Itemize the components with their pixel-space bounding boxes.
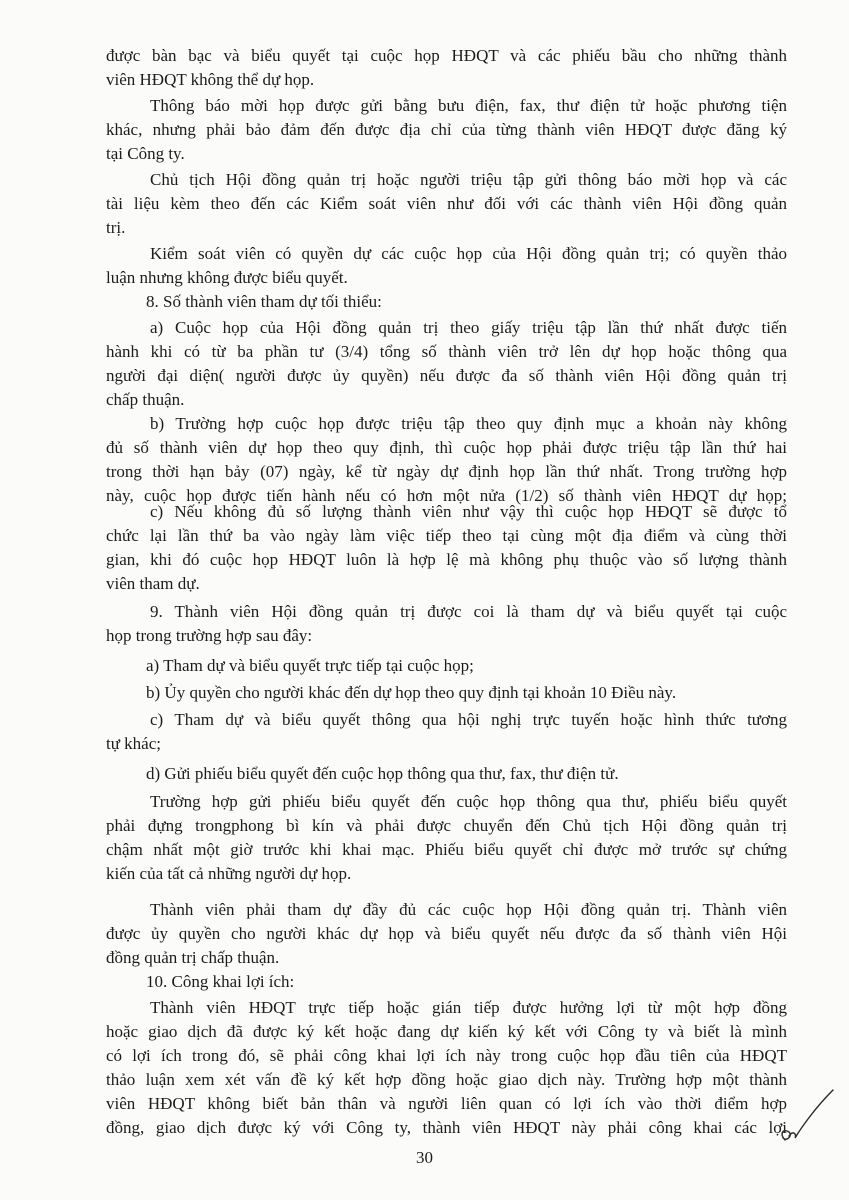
text-line: a) Tham dự và biểu quyết trực tiếp tại cuộc họp; — [146, 656, 474, 675]
text-line: kiến của tất cả những người dự họp. — [106, 864, 352, 883]
page-number: 30 — [416, 1148, 433, 1167]
text-line: Trường hợp gửi phiếu biểu quyết đến cuộc họp thông qua thư, phiếu biểu quyết — [150, 792, 787, 811]
text-line: luận nhưng không được biểu quyết. — [106, 268, 348, 287]
text-line: c) Nếu không đủ số lượng thành viên như vậy thì cuộc họp HĐQT sẽ được tổ — [150, 502, 787, 521]
text-line: tại Công ty. — [106, 144, 185, 163]
paragraph — [106, 708, 787, 756]
paragraph — [106, 242, 787, 290]
text-line: d) Gửi phiếu biểu quyết đến cuộc họp thông qua thư, fax, thư điện tử. — [146, 764, 619, 783]
text-line: chấp thuận. — [106, 390, 185, 409]
initials-signature-mark — [775, 1088, 837, 1148]
text-line: gian, khi đó cuộc họp HĐQT luôn là hợp lệ mà không phụ thuộc vào số lượng thành — [106, 550, 787, 569]
text-line: chức lại lần thứ ba vào ngày làm việc tiếp theo tại cùng một địa điểm và cùng thời — [106, 526, 787, 545]
text-line: Thông báo mời họp được gửi bằng bưu điện, fax, thư điện tử hoặc phương tiện — [150, 96, 787, 115]
text-line: họp trong trường hợp sau đây: — [106, 626, 313, 645]
text-line: chậm nhất một giờ trước khi khai mạc. Phiếu biểu quyết chỉ được mở trước sự chứng — [106, 840, 787, 859]
text-line: 8. Số thành viên tham dự tối thiểu: — [146, 292, 382, 311]
text-line: viên HĐQT không thể dự họp. — [106, 70, 315, 89]
text-line: được ủy quyền cho người khác dự họp và biểu quyết nếu được đa số thành viên Hội — [106, 924, 787, 943]
paragraph — [106, 94, 787, 166]
text-line: tài liệu kèm theo đến các Kiểm soát viên như đối với các thành viên Hội đồng quản — [106, 194, 787, 213]
paragraph — [106, 790, 787, 886]
text-line: được bàn bạc và biểu quyết tại cuộc họp HĐQT và các phiếu bầu cho những thành — [106, 46, 787, 65]
text-line: hành khi có từ ba phần tư (3/4) tổng số thành viên trở lên dự họp hoặc thông qua — [106, 342, 787, 361]
paragraph — [106, 681, 787, 705]
text-line: đủ số thành viên dự họp theo quy định, thì cuộc họp phải được triệu tập lần thứ hai — [106, 438, 787, 457]
paragraph — [106, 762, 787, 786]
text-line: đồng, giao dịch được ký với Công ty, thành viên HĐQT này phải công khai các lợi — [106, 1118, 787, 1137]
text-line: trị. — [106, 218, 126, 237]
paragraph — [106, 996, 787, 1140]
text-line: trong thời hạn bảy (07) ngày, kể từ ngày dự định họp lần thứ nhất. Trong trường hợp — [106, 462, 787, 481]
paragraph — [106, 898, 787, 970]
paragraph — [106, 412, 787, 508]
paragraph — [106, 44, 787, 92]
text-line: 10. Công khai lợi ích: — [146, 972, 295, 991]
text-line: tự khác; — [106, 734, 162, 753]
paragraph — [106, 168, 787, 240]
text-line: đồng quản trị chấp thuận. — [106, 948, 280, 967]
text-line: người đại diện( người được ủy quyền) nếu được đa số thành viên Hội đồng quản trị — [106, 366, 787, 385]
section-heading-8 — [106, 290, 787, 314]
text-line: b) Ủy quyền cho người khác đến dự họp theo quy định tại khoản 10 Điều này. — [146, 683, 677, 702]
text-line: Chủ tịch Hội đồng quản trị hoặc người triệu tập gửi thông báo mời họp và các — [150, 170, 787, 189]
text-line: Thành viên HĐQT trực tiếp hoặc gián tiếp được hưởng lợi từ một hợp đồng — [150, 998, 787, 1017]
text-line: viên HĐQT không biết bản thân và người liên quan có lợi ích vào thời điểm hợp — [106, 1094, 787, 1113]
text-line: Kiểm soát viên có quyền dự các cuộc họp của Hội đồng quản trị; có quyền thảo — [150, 244, 787, 263]
section-heading-10 — [106, 970, 787, 994]
text-line: có lợi ích trong đó, sẽ phải công khai lợi ích này trong cuộc họp đầu tiên của HĐQT — [106, 1046, 787, 1065]
text-line: hoặc giao dịch đã được ký kết hoặc đang dự kiến ký kết với Công ty và biết là mình — [106, 1022, 787, 1041]
text-line: c) Tham dự và biểu quyết thông qua hội nghị trực tuyến hoặc hình thức tương — [150, 710, 787, 729]
text-line: 9. Thành viên Hội đồng quản trị được coi là tham dự và biểu quyết tại cuộc — [150, 602, 787, 621]
text-line: thảo luận xem xét vấn đề ký kết hợp đồng hoặc giao dịch này. Trường hợp một thành — [106, 1070, 787, 1089]
paragraph — [106, 654, 787, 678]
text-line: viên tham dự. — [106, 574, 200, 593]
text-line: khác, nhưng phải bảo đảm đến được địa chỉ của từng thành viên HĐQT được đăng ký — [106, 120, 787, 139]
text-line: phải đựng trongphong bì kín và phải được chuyển đến Chủ tịch Hội đồng quản trị — [106, 816, 787, 835]
section-heading-9 — [106, 600, 787, 648]
paragraph — [106, 500, 787, 596]
paragraph — [106, 316, 787, 412]
text-line: b) Trường hợp cuộc họp được triệu tập theo quy định mục a khoản này không — [150, 414, 787, 433]
text-line: a) Cuộc họp của Hội đồng quản trị theo giấy triệu tập lần thứ nhất được tiến — [150, 318, 787, 337]
text-line: Thành viên phải tham dự đầy đủ các cuộc họp Hội đồng quản trị. Thành viên — [150, 900, 787, 919]
text-line: này, cuộc họp được tiến hành nếu có hơn một nửa (1/2) số thành viên HĐQT dự họp; — [106, 486, 787, 505]
